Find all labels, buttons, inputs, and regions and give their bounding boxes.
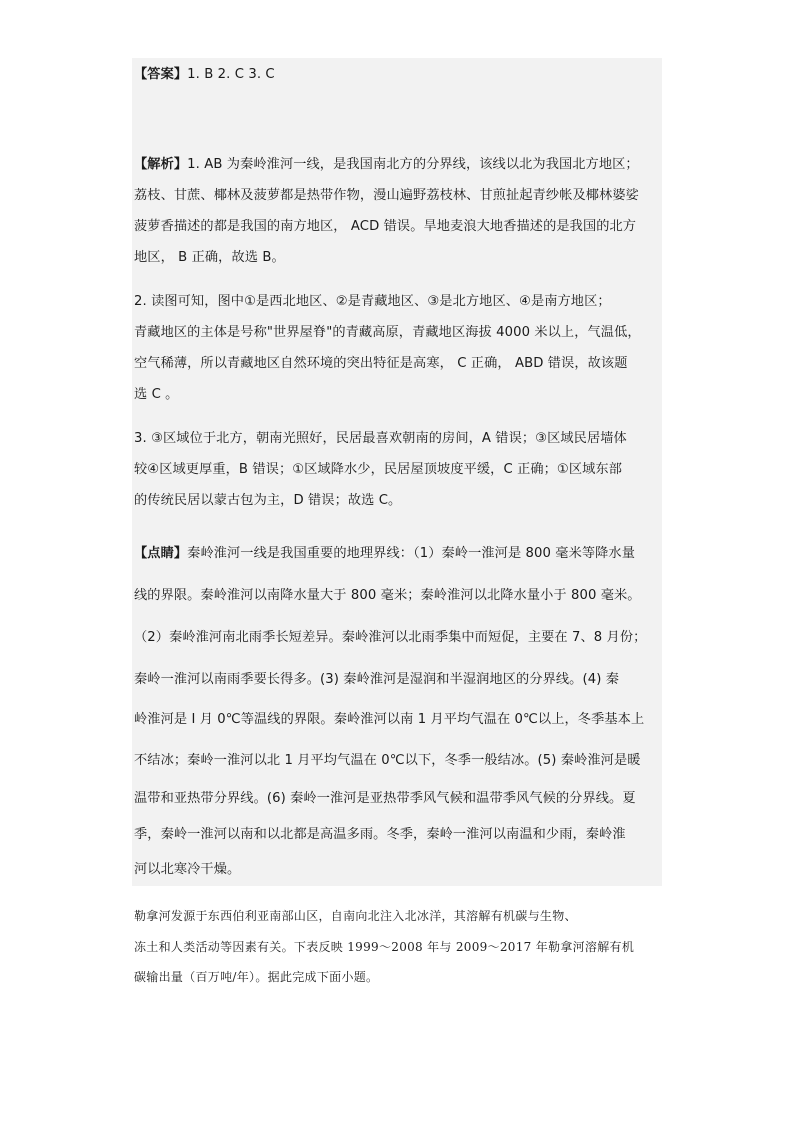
analysis-line-4: 地区， B 正确，故选 B。	[134, 250, 285, 265]
tip-line-4: 秦岭一淮河以南雨季要长得多。(3) 秦岭淮河是湿润和半湿润地区的分界线。(4) 秦	[134, 672, 620, 687]
tip-line-8: 季，秦岭一淮河以南和以北都是高温多雨。冬季，秦岭一淮河以南温和少雨，秦岭淮	[134, 827, 626, 842]
analysis-line-3: 菠萝香描述的都是我国的南方地区， ACD 错误。旱地麦浪大地香描述的是我国的北方	[134, 219, 637, 234]
analysis-line-11: 的传统民居以蒙古包为主，D 错误；故选 C。	[134, 493, 402, 508]
answer-text: 1. B 2. C 3. C	[187, 67, 275, 82]
intro-line-2: 冻土和人类活动等因素有关。下表反映 1999～2008 年与 2009～2017 年勒拿河溶解有机	[134, 940, 635, 954]
tip-line-1	[134, 545, 660, 563]
tip-line-3: （2）秦岭淮河南北雨季长短差异。秦岭淮河以北雨季集中而短促，主要在 7、8 月份；	[134, 630, 647, 645]
tip-line-2: 线的界限。秦岭淮河以南降水量大于 800 毫米；秦岭淮河以北降水量小于 800 毫米。	[134, 588, 641, 603]
tip-line-6: 不结冰；秦岭一淮河以北 1 月平均气温在 0℃以下，冬季一般结冰。(5) 秦岭淮河是暖	[134, 753, 641, 768]
analysis-label: 【解析】	[134, 157, 188, 172]
analysis-line-2: 荔枝、甘蔗、椰林及菠萝都是热带作物，漫山遍野荔枝林、甘煎扯起青纱帐及椰林婆娑	[134, 188, 639, 203]
intro-line-1: 勒拿河发源于东西伯利亚南部山区，自南向北注入北冰洋，其溶解有机碳与生物、	[134, 909, 577, 923]
intro-line-3: 碳输出量（百万吨/年）。据此完成下面小题。	[134, 970, 379, 984]
analysis-line-10: 较④区域更厚重，B 错误；①区域降水少，民居屋顶坡度平缓，C 正确；①区域东部	[134, 462, 623, 477]
analysis-text: 1. AB 为秦岭淮河一线，是我国南北方的分界线，该线以北为我国北方地区；	[187, 157, 639, 172]
tip-label: 【点睛】	[134, 546, 188, 561]
tip-line-7: 温带和亚热带分界线。(6) 秦岭一淮河是亚热带季风气候和温带季风气候的分界线。夏	[134, 791, 636, 806]
tip-text: 秦岭淮河一线是我国重要的地理界线：（1）秦岭一淮河是 800 毫米等降水量	[187, 546, 636, 561]
answer-line	[134, 66, 660, 84]
analysis-line-8: 选 C 。	[134, 387, 179, 402]
answer-label: 【答案】	[134, 67, 188, 82]
analysis-line-7: 空气稀薄，所以青藏地区自然环境的突出特征是高寒， C 正确， ABD 错误，故该题	[134, 356, 628, 371]
analysis-line-1	[134, 156, 660, 174]
analysis-line-6: 青藏地区的主体是号称"世界屋脊"的青藏高原，青藏地区海拔 4000 米以上，气温低，	[134, 325, 641, 340]
analysis-line-9: 3. ③区域位于北方，朝南光照好，民居最喜欢朝南的房间，A 错误；③区域民居墙体	[134, 431, 627, 446]
tip-line-5: 岭淮河是 I 月 0℃等温线的界限。秦岭淮河以南 1 月平均气温在 0℃以上，冬季基本上	[134, 712, 645, 727]
tip-line-9: 河以北寒冷干燥。	[134, 862, 241, 877]
analysis-line-5: 2. 读图可知，图中①是西北地区、②是青藏地区、③是北方地区、④是南方地区；	[134, 294, 611, 309]
